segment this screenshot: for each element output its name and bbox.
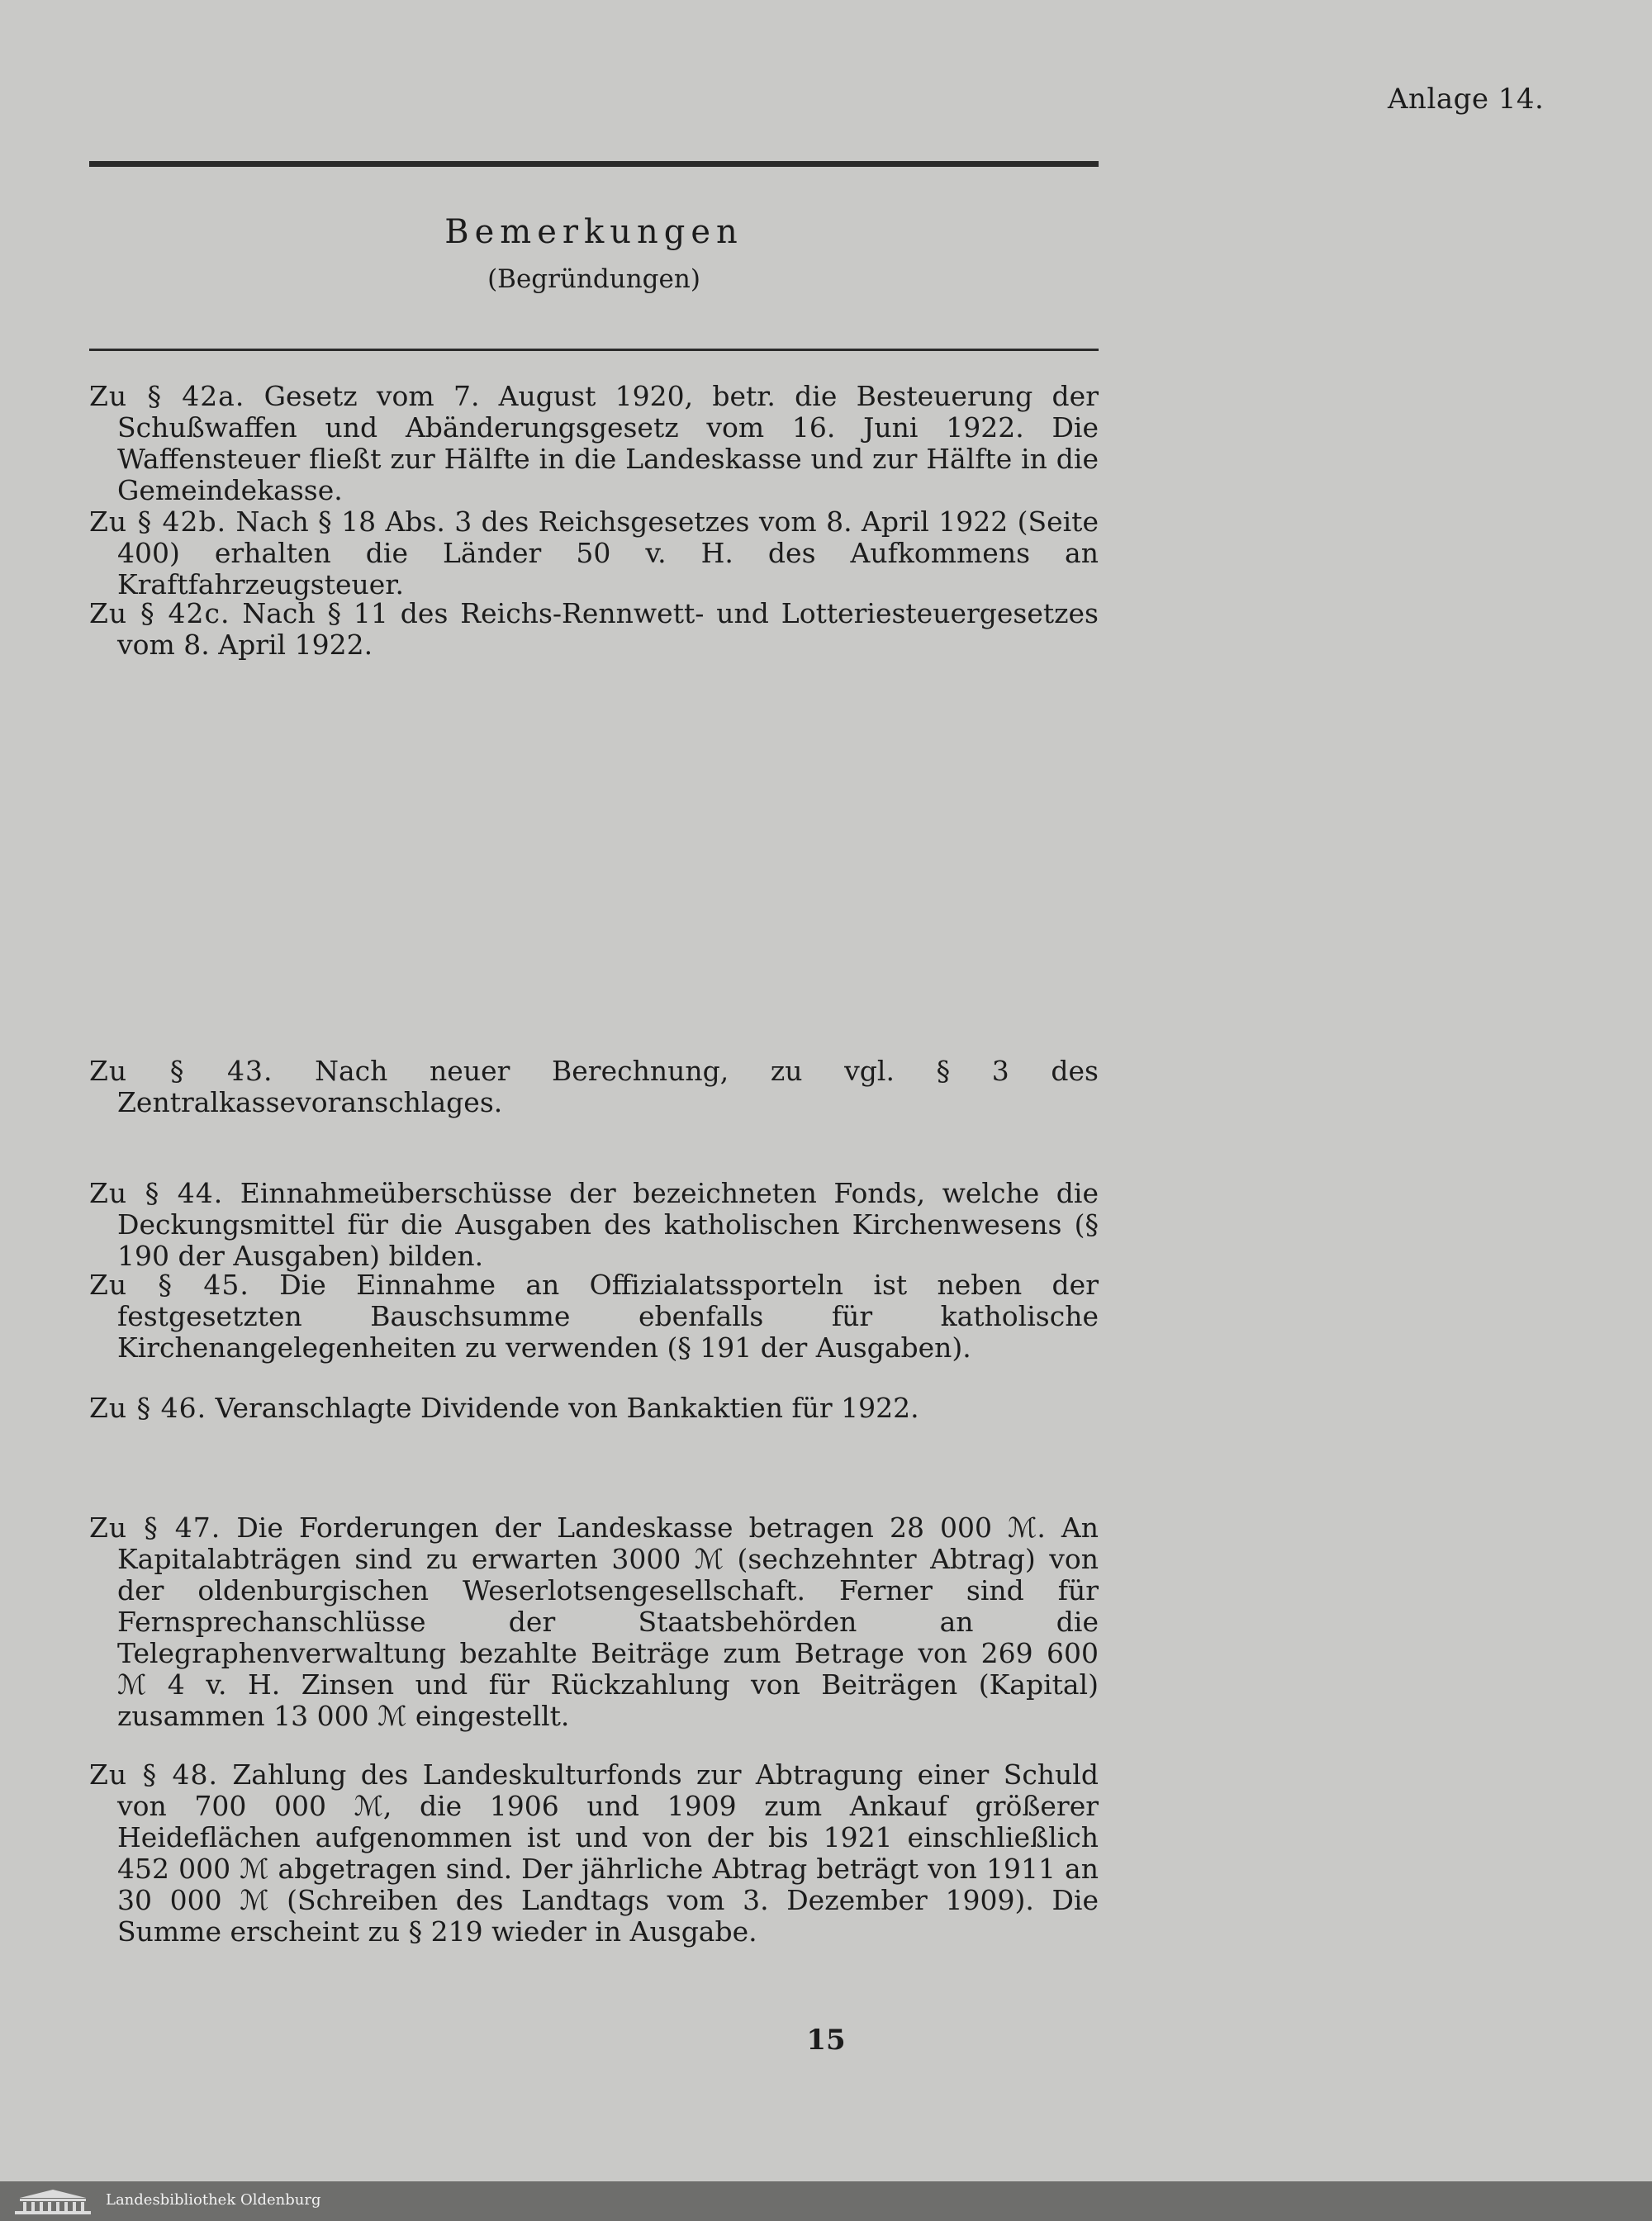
note-ref: Zu § 45.: [89, 1269, 249, 1301]
note-text: Nach neuer Berechnung, zu vgl. § 3 des Zentralkassevoranschlages.: [117, 1055, 1099, 1118]
note-ref: Zu § 48.: [89, 1758, 218, 1791]
note-text: Gesetz vom 7. August 1920, betr. die Besteuerung der Schußwaffen und Abänderungsgesetz vom 16. Juni 1922. Die Waffensteuer fließt zur Hälfte in die Landeskasse und zur Hälfte in die Gemeindekasse.: [117, 380, 1099, 506]
note-text: Veranschlagte Dividende von Bankaktien für 1922.: [215, 1392, 919, 1424]
note-ref: Zu § 46.: [89, 1392, 207, 1424]
annex-label: Anlage 14.: [1388, 83, 1545, 116]
note-text: Nach § 18 Abs. 3 des Reichsgesetzes vom 8. April 1922 (Seite 400) erhalten die Länder 50 v. H. des Aufkommens an Kraftfahrzeugsteuer.: [117, 505, 1099, 600]
page-number: 15: [806, 2024, 846, 2057]
note-42c: [89, 598, 1099, 661]
note-ref: Zu § 44.: [89, 1177, 224, 1209]
title-rule: [89, 349, 1099, 351]
note-46: [89, 1393, 1099, 1424]
note-45: [89, 1269, 1099, 1364]
note-44: [89, 1178, 1099, 1272]
library-footer: [0, 2181, 1652, 2221]
note-42a: [89, 381, 1099, 506]
note-ref: Zu § 42b.: [89, 505, 227, 538]
note-ref: Zu § 43.: [89, 1055, 273, 1087]
note-ref: Zu § 47.: [89, 1512, 221, 1544]
page-subtitle: (Begründungen): [487, 264, 700, 294]
page-title: Bemerkungen: [444, 213, 743, 251]
library-building-icon: [12, 2186, 94, 2216]
note-text: Zahlung des Landeskulturfonds zur Abtragung einer Schuld von 700 000 ℳ, die 1906 und 1909 zum Ankauf größerer Heideflächen aufgenommen ist und von der bis 1921 einschließlich 452 000 ℳ abgetragen sind. Der jährliche Abtrag beträgt von 1911 an 30 000 ℳ (Schreiben des Landtags vom 3. Dezember 1909). Die Summe erscheint zu § 219 wieder in Ausgabe.: [117, 1758, 1099, 1948]
note-42b: [89, 506, 1099, 600]
note-43: [89, 1056, 1099, 1118]
library-name: Landesbibliothek Oldenburg: [106, 2191, 321, 2209]
note-ref: Zu § 42a.: [89, 380, 245, 412]
note-text: Die Forderungen der Landeskasse betragen 28 000 ℳ. An Kapitalabträgen sind zu erwarten 3000 ℳ (sechzehnter Abtrag) von der oldenburgischen Weserlotsengesellschaft. Ferner sind für Fernsprechanschlüsse der Staatsbehörden an die Telegraphenverwaltung bezahlte Beiträge zum Betrage von 269 600 ℳ 4 v. H. Zinsen und für Rückzahlung von Beiträgen (Kapital) zusammen 13 000 ℳ eingestellt.: [117, 1512, 1099, 1732]
note-ref: Zu § 42c.: [89, 597, 230, 629]
note-text: Nach § 11 des Reichs-Rennwett- und Lotteriesteuergesetzes vom 8. April 1922.: [117, 597, 1099, 661]
top-rule: [89, 161, 1099, 167]
note-47: [89, 1512, 1099, 1732]
note-text: Die Einnahme an Offizialatssporteln ist neben der festgesetzten Bauschsumme ebenfalls für katholische Kirchenangelegenheiten zu verwenden (§ 191 der Ausgaben).: [117, 1269, 1099, 1364]
note-48: [89, 1759, 1099, 1948]
note-text: Einnahmeüberschüsse der bezeichneten Fonds, welche die Deckungsmittel für die Ausgaben des katholischen Kirchenwesens (§ 190 der Ausgaben) bilden.: [117, 1177, 1099, 1272]
